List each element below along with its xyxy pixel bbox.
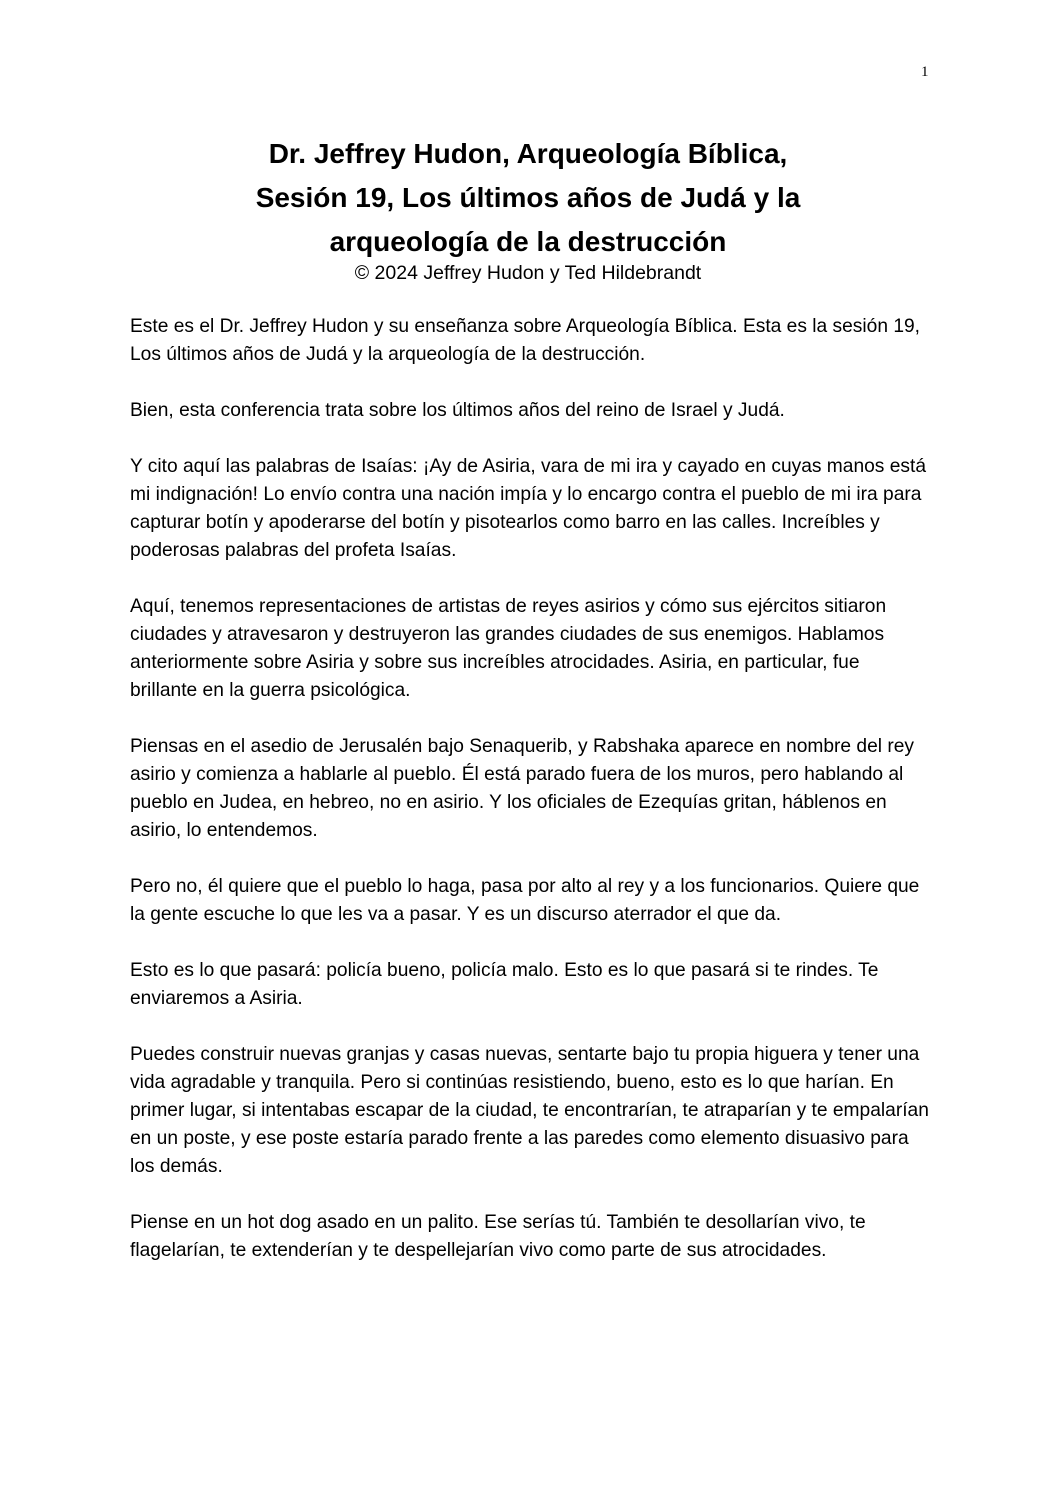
paragraph: Bien, esta conferencia trata sobre los últimos años del reino de Israel y Judá.	[130, 400, 785, 421]
paragraph: Piense en un hot dog asado en un palito. Ese serías tú. También te desollarían vivo, te flagelarían, te extenderían y te despellejarían vivo como parte de sus atrocidades.	[130, 1212, 866, 1261]
copyright-line: © 2024 Jeffrey Hudon y Ted Hildebrandt	[354, 262, 702, 284]
document-body	[130, 313, 930, 1293]
paragraph: Y cito aquí las palabras de Isaías: ¡Ay de Asiria, vara de mi ira y cayado en cuyas manos está mi indignación! Lo envío contra una nación impía y lo encargo contra el pueblo de mi ira para capturar botín y apoderarse del botín y pisotearlos como barro en las calles. Increíbles y poderosas palabras del profeta Isaías.	[130, 456, 926, 561]
document-title	[130, 132, 926, 264]
page-number: 1	[921, 64, 929, 80]
paragraph: Aquí, tenemos representaciones de artistas de reyes asirios y cómo sus ejércitos sitiaron ciudades y atravesaron y destruyeron las grandes ciudades de sus enemigos. Hablamos anteriormente sobre Asiria y sobre sus increíbles atrocidades. Asiria, en particular, fue brillante en la guerra psicológica.	[130, 596, 887, 701]
paragraph: Piensas en el asedio de Jerusalén bajo Senaquerib, y Rabshaka aparece en nombre del rey asirio y comienza a hablarle al pueblo. Él está parado fuera de los muros, pero hablando al pueblo en Judea, en hebreo, no en asirio. Y los oficiales de Ezequías gritan, háblenos en asirio, lo entendemos.	[130, 736, 914, 841]
paragraph: Pero no, él quiere que el pueblo lo haga, pasa por alto al rey y a los funcionarios. Quiere que la gente escuche lo que les va a pasar. Y es un discurso aterrador el que da.	[130, 876, 920, 925]
paragraph: Esto es lo que pasará: policía bueno, policía malo. Esto es lo que pasará si te rindes. Te enviaremos a Asiria.	[130, 960, 879, 1009]
title-line: Dr. Jeffrey Hudon, Arqueología Bíblica,	[268, 138, 788, 169]
title-line: Sesión 19, Los últimos años de Judá y la	[255, 182, 801, 213]
paragraph: Puedes construir nuevas granjas y casas nuevas, sentarte bajo tu propia higuera y tener una vida agradable y tranquila. Pero si continúas resistiendo, bueno, esto es lo que harían. En primer lugar, si intentabas escapar de la ciudad, te encontrarían, te atraparían y te empalarían en un poste, y ese poste estaría parado frente a las paredes como elemento disuasivo para los demás.	[130, 1044, 929, 1177]
paragraph: Este es el Dr. Jeffrey Hudon y su enseñanza sobre Arqueología Bíblica. Esta es la sesión 19, Los últimos años de Judá y la arqueología de la destrucción.	[130, 316, 920, 365]
title-line: arqueología de la destrucción	[329, 226, 727, 257]
